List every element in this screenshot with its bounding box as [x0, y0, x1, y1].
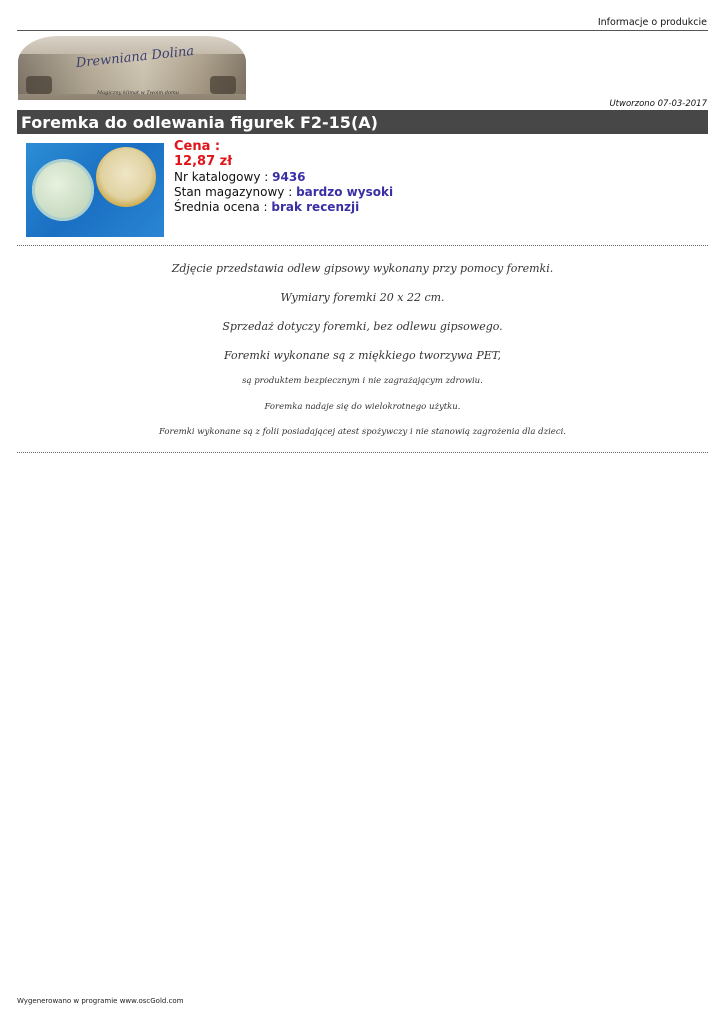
description-line-6: Foremka nadaje się do wielokrotnego użytku.	[264, 402, 461, 412]
generated-by-footer: Wygenerowano w programie www.oscGold.com	[17, 997, 184, 1005]
description-line-7: Foremki wykonane są z folii posiadającej atest spożywczy i nie stanowią zagrożenia dla dzieci.	[158, 427, 567, 437]
catalog-number-label: Nr katalogowy :	[174, 170, 269, 184]
dotted-divider-top	[17, 245, 708, 246]
description-line-5: są produktem bezpiecznym i nie zagrażającym zdrowiu.	[242, 376, 483, 386]
created-date: Utworzono 07-03-2017	[609, 99, 707, 109]
white-cast-disc	[32, 159, 94, 221]
price-value: 12,87 zł	[174, 154, 233, 169]
price-label: Cena :	[174, 139, 221, 154]
rating-row	[174, 200, 359, 214]
stock-label: Stan magazynowy :	[174, 185, 293, 199]
logo-figure-right	[210, 76, 236, 94]
rating-label: Średnia ocena :	[174, 200, 268, 214]
dotted-divider-bottom	[17, 452, 708, 453]
catalog-number-value: 9436	[272, 170, 306, 184]
product-image	[26, 143, 164, 237]
logo-name: Drewniana Dolina	[75, 43, 195, 72]
header-label: Informacje o produkcie	[597, 17, 707, 28]
description-line-3: Sprzedaż dotyczy foremki, bez odlewu gipsowego.	[222, 320, 503, 333]
logo-tagline: Magiczny klimat w Twoim domu	[97, 90, 179, 96]
stock-value: bardzo wysoki	[296, 185, 394, 199]
description-line-1: Zdjęcie przedstawia odlew gipsowy wykonany przy pomocy foremki.	[171, 262, 554, 275]
description-line-4: Foremki wykonane są z miękkiego tworzywa PET,	[224, 349, 501, 362]
stock-row	[174, 185, 393, 199]
gold-cast-disc	[96, 147, 156, 207]
header-divider	[17, 30, 708, 31]
store-logo	[18, 36, 246, 100]
rating-value: brak recenzji	[271, 200, 360, 214]
description-line-2: Wymiary foremki 20 x 22 cm.	[280, 291, 445, 304]
product-title: Foremka do odlewania figurek F2-15(A)	[17, 110, 708, 134]
logo-figure-left	[26, 76, 52, 94]
catalog-number-row	[174, 170, 306, 184]
